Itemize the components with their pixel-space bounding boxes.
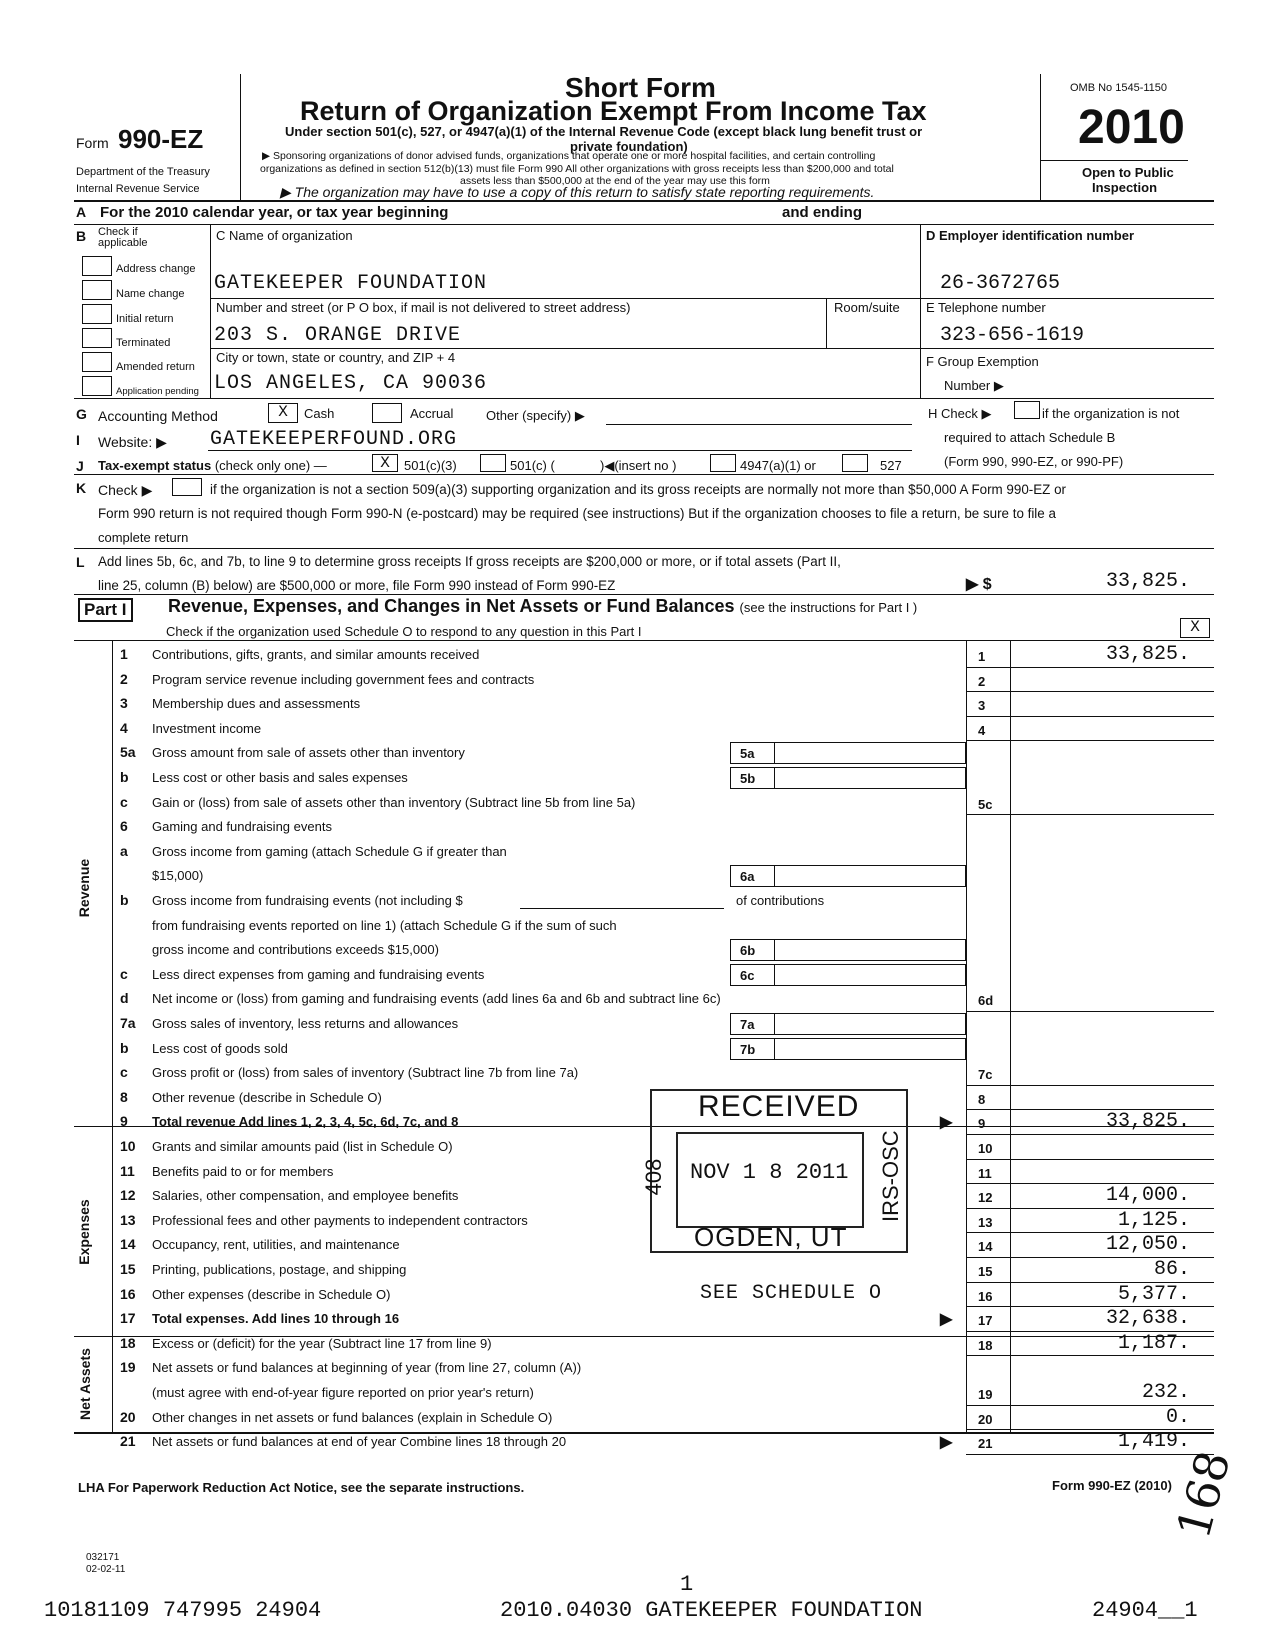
line-number: 8 <box>120 1088 128 1105</box>
checkbox-527[interactable] <box>842 454 868 472</box>
line-amount: 232. <box>1141 1381 1190 1404</box>
part-1-label: Part I <box>78 598 133 622</box>
ein-label: D Employer identification number <box>926 228 1135 243</box>
line-text: Excess or (deficit) for the year (Subtract line 17 from line 9) <box>152 1335 492 1351</box>
checkbox-application-pending[interactable] <box>82 376 112 396</box>
line-box-label: 12 <box>978 1190 993 1206</box>
line-text: gross income and contributions exceeds $15,000) <box>152 942 439 958</box>
line-text: Program service revenue including government fees and contracts <box>152 671 535 687</box>
tax-exempt-label: Tax-exempt status (check only one) — <box>98 458 327 473</box>
line-text: Occupancy, rent, utilities, and maintenance <box>152 1237 400 1253</box>
line-box-label: 14 <box>978 1239 993 1255</box>
ein-value: 26-3672765 <box>940 272 1061 295</box>
line-text: Total expenses. Add lines 10 through 16 <box>152 1311 400 1327</box>
checkbox-terminated[interactable] <box>82 328 112 348</box>
check-amended-return: Amended return <box>116 361 195 373</box>
line-box-label: 4 <box>978 722 986 738</box>
city-label: City or town, state or country, and ZIP + 4 <box>216 350 456 365</box>
checkbox-schedule-o[interactable]: X <box>1180 618 1210 638</box>
527-label: 527 <box>880 458 902 473</box>
line-box-label: 18 <box>978 1337 993 1353</box>
total-arrow: ▶ <box>940 1311 953 1329</box>
inner-field-label: 6b <box>740 943 756 959</box>
bottom-left-id: 10181109 747995 24904 <box>44 1598 322 1623</box>
group-exemption-number: Number ▶ <box>944 378 1004 393</box>
schedule-o-check-text: Check if the organization used Schedule O to respond to any question in this Part I <box>166 624 642 639</box>
line-box-label: 16 <box>978 1288 993 1304</box>
street-label: Number and street (or P O box, if mail is not delivered to street address) <box>216 300 631 315</box>
form-subtitle-2: private foundation) <box>570 139 688 154</box>
stamp-date: NOV 1 8 2011 <box>690 1160 849 1185</box>
row-l-arrow: ▶ $ <box>966 576 992 593</box>
note-2: organizations as defined in section 512(b)(13) must file Form 990 All other organizations with gross receipts less than $200,000 and total <box>260 163 894 175</box>
checkbox-amended-return[interactable] <box>82 352 112 372</box>
line-amount: 0. <box>1165 1405 1190 1429</box>
line-box-label: 2 <box>978 673 986 689</box>
line-number: 15 <box>120 1261 136 1277</box>
inner-field[interactable] <box>730 767 966 789</box>
line-text: Less cost of goods sold <box>152 1040 288 1056</box>
row-k-check: Check ▶ <box>98 482 153 498</box>
line-text: Other revenue (describe in Schedule O) <box>152 1089 382 1105</box>
inner-field[interactable] <box>730 865 966 887</box>
line-text: Professional fees and other payments to independent contractors <box>152 1212 528 1228</box>
line-box-label: 9 <box>978 1116 986 1132</box>
line-number: 7a <box>120 1015 136 1031</box>
org-city: LOS ANGELES, CA 90036 <box>214 372 488 395</box>
line-number: 19 <box>120 1359 136 1376</box>
line-text: Benefits paid to or for members <box>152 1163 334 1179</box>
line-amount: 32,638. <box>1105 1307 1190 1331</box>
bottom-middle-id: 2010.04030 GATEKEEPER FOUNDATION <box>500 1598 923 1623</box>
inner-field-label: 7b <box>740 1041 756 1057</box>
line-text: Net income or (loss) from gaming and fundraising events (add lines 6a and 6b and subtract line 6c) <box>152 991 721 1007</box>
line-text: from fundraising events reported on line 1) (attach Schedule G if the sum of such <box>152 917 617 933</box>
line-number: 16 <box>120 1285 136 1302</box>
line-amount: 1,125. <box>1117 1208 1190 1232</box>
line-text: Salaries, other compensation, and employee benefits <box>152 1188 459 1204</box>
inner-field-label: 6a <box>740 869 755 885</box>
tax-year: 2010 <box>1078 101 1185 154</box>
line-amount: 86. <box>1153 1258 1190 1281</box>
inner-field-label: 5a <box>740 746 755 762</box>
501c3-label: 501(c)(3) <box>404 458 457 473</box>
inner-field[interactable] <box>730 964 966 986</box>
line-box-label: 5c <box>978 796 993 812</box>
line-box-label: 13 <box>978 1214 993 1230</box>
org-name: GATEKEEPER FOUNDATION <box>214 272 488 295</box>
line-number: 20 <box>120 1408 136 1425</box>
row-g-letter: G <box>76 406 87 422</box>
line-text: Other changes in net assets or fund balances (explain in Schedule O) <box>152 1409 553 1425</box>
line-number: b <box>120 1039 129 1056</box>
line-text: Less cost or other basis and sales expenses <box>152 770 408 785</box>
h-text-3: (Form 990, 990-EZ, or 990-PF) <box>944 454 1124 469</box>
side-label-expenses: Expenses <box>76 1199 92 1265</box>
open-inspection-1: Open to Public <box>1082 165 1174 180</box>
line-text: Gross income from gaming (attach Schedule G if greater than <box>152 843 507 859</box>
line-text: Gross sales of inventory, less returns and allowances <box>152 1016 459 1031</box>
omb-number: OMB No 1545-1150 <box>1070 82 1168 94</box>
line-number: c <box>120 965 128 982</box>
checkbox-501c3[interactable]: X <box>372 454 398 472</box>
see-schedule-o: SEE SCHEDULE O <box>700 1281 883 1305</box>
phone-value: 323-656-1619 <box>940 324 1085 347</box>
line-text: Gross profit or (loss) from sales of inventory (Subtract line 7b from line 7a) <box>152 1065 579 1081</box>
501c-label: 501(c) ( <box>510 458 555 473</box>
inner-field-label: 6c <box>740 967 755 983</box>
total-arrow: ▶ <box>940 1434 953 1452</box>
dept-irs: Internal Revenue Service <box>76 183 200 195</box>
line-number: 11 <box>120 1162 135 1179</box>
line-box-label: 21 <box>978 1436 993 1452</box>
line-number: b <box>120 769 129 785</box>
row-l-text-2: line 25, column (B) below) are $500,000 or more, file Form 990 instead of Form 990-EZ <box>98 578 616 593</box>
line-text: Less direct expenses from gaming and fundraising events <box>152 966 485 982</box>
line-text: Total revenue Add lines 1, 2, 3, 4, 5c, 6d, 7c, and 8 <box>152 1114 459 1130</box>
stamp-side-left: 408 <box>641 1158 666 1196</box>
website-label: Website: ▶ <box>98 434 167 450</box>
line-box-label: 10 <box>978 1141 993 1156</box>
check-if-label: Check if applicable <box>98 226 148 249</box>
line-number: d <box>120 990 129 1007</box>
check-application-pending: Application pending <box>116 386 199 397</box>
line-text: Contributions, gifts, grants, and similar amounts received <box>152 647 480 662</box>
checkbox-501c[interactable] <box>480 454 506 472</box>
line-text: Gross income from fundraising events (not including $ <box>152 893 463 908</box>
line-text: Net assets or fund balances at end of year Combine lines 18 through 20 <box>152 1434 567 1450</box>
line-number: 9 <box>120 1113 128 1130</box>
line-box-label: 1 <box>978 649 986 664</box>
insert-no-label: )◀(insert no ) <box>600 458 677 473</box>
line-text: Grants and similar amounts paid (list in Schedule O) <box>152 1139 453 1154</box>
line-text: (must agree with end-of-year figure reported on prior year's return) <box>152 1385 534 1400</box>
row-k-letter: K <box>76 480 87 496</box>
checkbox-4947[interactable] <box>710 454 736 472</box>
line-amount: 12,050. <box>1105 1233 1190 1257</box>
line-number: c <box>120 1064 128 1081</box>
line-text: Gain or (loss) from sale of assets other than inventory (Subtract line 5b from line 5a) <box>152 794 636 810</box>
h-text-2: required to attach Schedule B <box>944 430 1116 445</box>
line-number: a <box>120 842 128 859</box>
inner-field[interactable] <box>730 1013 966 1035</box>
checkbox-initial-return[interactable] <box>82 304 112 324</box>
dept-treasury: Department of the Treasury <box>76 166 210 178</box>
row-i-letter: I <box>76 432 80 448</box>
line-amount: 1,187. <box>1117 1331 1190 1355</box>
inner-field-label: 7a <box>740 1017 755 1032</box>
form-subtitle-1: Under section 501(c), 527, or 4947(a)(1) of the Internal Revenue Code (except black lung benefit trust or <box>285 124 923 139</box>
line-number: 3 <box>120 695 128 712</box>
lha-notice: LHA For Paperwork Reduction Act Notice, see the separate instructions. <box>78 1480 525 1495</box>
line-number: 13 <box>120 1211 136 1228</box>
group-exemption-label: F Group Exemption <box>926 354 1039 369</box>
stamp-received: RECEIVED <box>698 1090 860 1123</box>
other-specify-label: Other (specify) ▶ <box>486 408 585 423</box>
line-text: Printing, publications, postage, and shipping <box>152 1262 407 1277</box>
line-number: c <box>120 793 128 810</box>
website-value[interactable]: GATEKEEPERFOUND.ORG <box>210 428 458 451</box>
line-text: Net assets or fund balances at beginning of year (from line 27, column (A)) <box>152 1360 582 1376</box>
phone-label: E Telephone number <box>926 300 1046 315</box>
line-box-label: 20 <box>978 1411 993 1427</box>
line-box-label: 6d <box>978 993 994 1009</box>
bottom-right-id: 24904__1 <box>1092 1598 1198 1623</box>
stamp-side-right: IRS-OSC <box>878 1130 903 1222</box>
check-name-change: Name change <box>116 288 185 300</box>
inner-field[interactable] <box>730 939 966 961</box>
form-title: Return of Organization Exempt From Income Tax <box>300 96 927 126</box>
total-arrow: ▶ <box>940 1114 953 1132</box>
line-number: 5a <box>120 744 136 761</box>
row-a-letter: A <box>76 204 87 220</box>
line-number: 1 <box>120 646 128 662</box>
row-l-letter: L <box>76 554 85 570</box>
line-text: Gaming and fundraising events <box>152 819 332 835</box>
form-code-2: 02-02-11 <box>86 1564 126 1575</box>
line-number: 2 <box>120 670 128 687</box>
inner-field[interactable] <box>730 1038 966 1060</box>
stamp-city: OGDEN, UT <box>694 1222 848 1252</box>
h-text: if the organization is not <box>1042 406 1180 421</box>
line-text: $15,000) <box>152 868 204 884</box>
contributions-label: of contributions <box>736 893 825 908</box>
checkbox-k[interactable] <box>172 478 202 496</box>
form-title-short: Short Form <box>565 72 716 103</box>
check-address-change: Address change <box>116 263 196 275</box>
line-text: Investment income <box>152 720 262 736</box>
part-1-title: Revenue, Expenses, and Changes in Net Assets or Fund Balances (see the instructions for Part I ) <box>168 596 918 616</box>
line-amount: 14,000. <box>1105 1184 1190 1208</box>
gross-receipts-amount: 33,825. <box>1105 570 1190 593</box>
line-number: 17 <box>120 1310 136 1327</box>
row-l-text-1: Add lines 5b, 6c, and 7b, to line 9 to determine gross receipts If gross receipts are $200,000 or more, or if total assets (Part II, <box>98 554 841 569</box>
line-number: 14 <box>120 1236 136 1253</box>
checkbox-accrual[interactable] <box>372 403 402 423</box>
note-4: ▶ The organization may have to use a copy of this return to satisfy state reporting requirements. <box>280 184 875 200</box>
line-amount: 1,419. <box>1117 1430 1190 1454</box>
line-amount: 5,377. <box>1117 1282 1190 1306</box>
cash-label: Cash <box>304 406 335 421</box>
row-a-ending: and ending <box>782 204 862 221</box>
row-b-letter: B <box>76 228 87 244</box>
form-number: 990-EZ <box>118 124 204 154</box>
line-number: 21 <box>120 1433 136 1450</box>
line-number: 18 <box>120 1334 136 1351</box>
row-k-text-3: complete return <box>98 530 189 545</box>
side-label-revenue: Revenue <box>76 858 92 918</box>
check-initial-return: Initial return <box>116 313 174 325</box>
checkbox-schedule-b[interactable] <box>1014 401 1040 419</box>
line-box-label: 11 <box>978 1165 992 1181</box>
accounting-method-label: Accounting Method <box>98 408 218 424</box>
line-box-label: 15 <box>978 1264 993 1279</box>
form-code-1: 032171 <box>86 1552 120 1563</box>
row-k-text-1: if the organization is not a section 509(a)(3) supporting organization and its gross receipts are normally not more than $50,000 A Form 990-EZ or <box>210 482 1066 497</box>
check-terminated: Terminated <box>116 337 171 349</box>
checkbox-cash[interactable]: X <box>268 403 298 423</box>
line-number: 4 <box>120 719 128 736</box>
line-amount: 33,825. <box>1105 643 1190 666</box>
line-box-label: 19 <box>978 1387 993 1402</box>
line-text: Gross amount from sale of assets other than inventory <box>152 745 465 761</box>
line-box-label: 7c <box>978 1067 993 1083</box>
row-j-letter: J <box>76 458 84 474</box>
page-number: 1 <box>680 1572 694 1597</box>
org-street: 203 S. ORANGE DRIVE <box>214 324 462 347</box>
line-number: 10 <box>120 1138 136 1154</box>
row-a-text: For the 2010 calendar year, or tax year beginning <box>100 204 449 221</box>
4947-label: 4947(a)(1) or <box>740 458 816 473</box>
accrual-label: Accrual <box>410 406 454 421</box>
room-suite-label: Room/suite <box>834 300 900 315</box>
side-label-net-assets: Net Assets <box>77 1348 93 1420</box>
line-number: 6 <box>120 818 128 835</box>
line-number: 12 <box>120 1187 136 1204</box>
line-text: Membership dues and assessments <box>152 696 361 712</box>
form-label: Form <box>76 135 109 151</box>
line-box-label: 17 <box>978 1313 993 1329</box>
line-box-label: 8 <box>978 1091 986 1107</box>
inner-field[interactable] <box>730 742 966 764</box>
row-k-text-2: Form 990 return is not required though Form 990-N (e-postcard) may be required (see instructions) But if the organization chooses to file a return, be sure to file a <box>98 506 1056 521</box>
org-name-label: C Name of organization <box>216 228 353 243</box>
checkbox-name-change[interactable] <box>82 280 112 300</box>
line-text: Other expenses (describe in Schedule O) <box>152 1286 391 1302</box>
line-amount: 33,825. <box>1105 1110 1190 1134</box>
h-check-label: H Check ▶ <box>928 406 992 421</box>
form-reference: Form 990-EZ (2010) <box>1052 1478 1172 1493</box>
handwritten-number: 168 <box>1166 1445 1241 1544</box>
note-1: ▶ Sponsoring organizations of donor advised funds, organizations that operate one or more hospital facilities, and certain controlling <box>262 150 876 162</box>
open-inspection-2: Inspection <box>1092 180 1158 195</box>
note-3: assets less than $500,000 at the end of the year may use this form <box>460 175 770 187</box>
inner-field-label: 5b <box>740 771 756 786</box>
line-number: b <box>120 892 129 908</box>
checkbox-address-change[interactable] <box>82 256 112 276</box>
line-box-label: 3 <box>978 698 986 714</box>
